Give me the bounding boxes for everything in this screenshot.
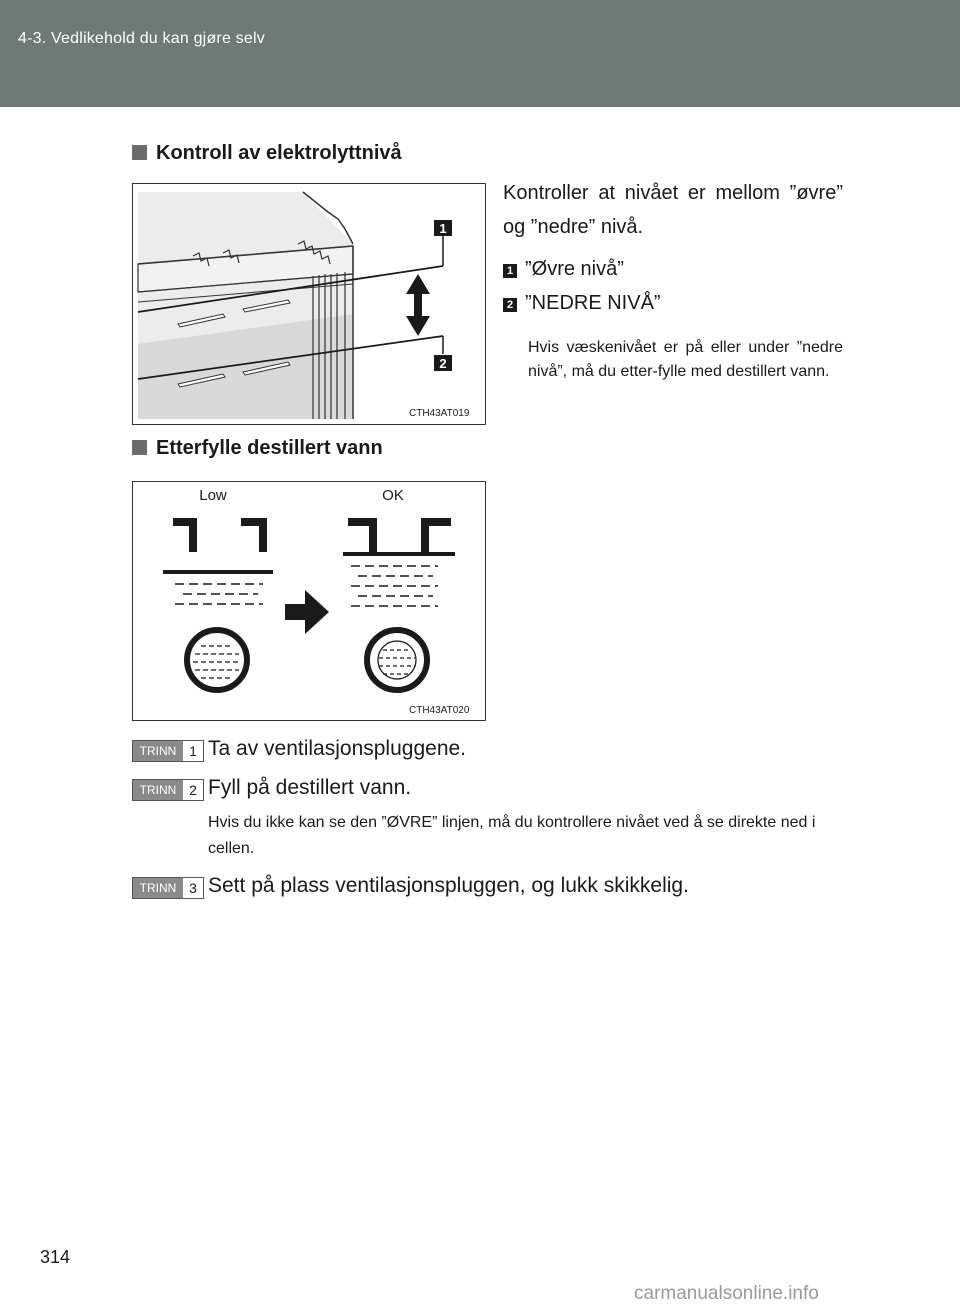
figure-code: CTH43AT020: [409, 705, 470, 716]
callout-2-label: 2: [439, 356, 447, 371]
refill-level-figure: [132, 481, 486, 721]
square-bullet-icon: [132, 440, 147, 455]
step-badge-number: 3: [189, 880, 197, 896]
list-item-label: ”Øvre nivå”: [525, 258, 624, 280]
step-badge-number: 1: [189, 743, 197, 759]
list-item-lower-level: [503, 292, 661, 315]
section-heading-refill: [132, 437, 383, 460]
intro-paragraph: Kontroller at nivået er mellom ”øvre” og ”nedre” nivå.: [503, 182, 843, 238]
refill-note: Hvis væskenivået er på eller under ”nedre nivå”, må du etter-fylle med destillert vann.: [528, 339, 843, 380]
figure-code: CTH43AT019: [409, 408, 470, 419]
section-heading-text: Etterfylle destillert vann: [156, 437, 383, 459]
step-badge-label: TRINN: [133, 878, 183, 898]
step-badge-number: 2: [189, 782, 197, 798]
callout-1-label: 1: [439, 221, 447, 236]
chapter-title: 4-3. Vedlikehold du kan gjøre selv: [18, 30, 265, 47]
page-number: 314: [40, 1247, 71, 1267]
label-low: Low: [199, 487, 227, 504]
page-header: [0, 0, 960, 107]
battery-illustration: [133, 184, 485, 424]
label-ok: OK: [382, 487, 404, 504]
step-text: Fyll på destillert vann.: [208, 776, 412, 799]
battery-level-figure: [132, 183, 486, 425]
number-badge: 1: [503, 264, 517, 278]
step-text: Sett på plass ventilasjonspluggen, og lukk skikkelig.: [208, 874, 689, 897]
step-badge-label: TRINN: [133, 741, 183, 761]
step-2-note: Hvis du ikke kan se den ”ØVRE” linjen, må du kontrollere nivået ved å se direkte ned i cellen.: [208, 814, 816, 857]
step-badge: [132, 740, 204, 762]
section-heading-text: Kontroll av elektrolyttnivå: [156, 142, 402, 164]
number-badge: 2: [503, 298, 517, 312]
section-heading-electrolyte: [132, 142, 402, 165]
step-badge-label: TRINN: [133, 780, 183, 800]
refill-illustration: [133, 482, 485, 720]
watermark: carmanualsonline.info: [634, 1283, 819, 1304]
step-badge: [132, 779, 204, 801]
step-text: Ta av ventilasjonspluggene.: [208, 737, 467, 760]
step-badge: [132, 877, 204, 899]
list-item-upper-level: [503, 258, 624, 281]
list-item-label: ”NEDRE NIVÅ”: [525, 292, 661, 314]
square-bullet-icon: [132, 145, 147, 160]
